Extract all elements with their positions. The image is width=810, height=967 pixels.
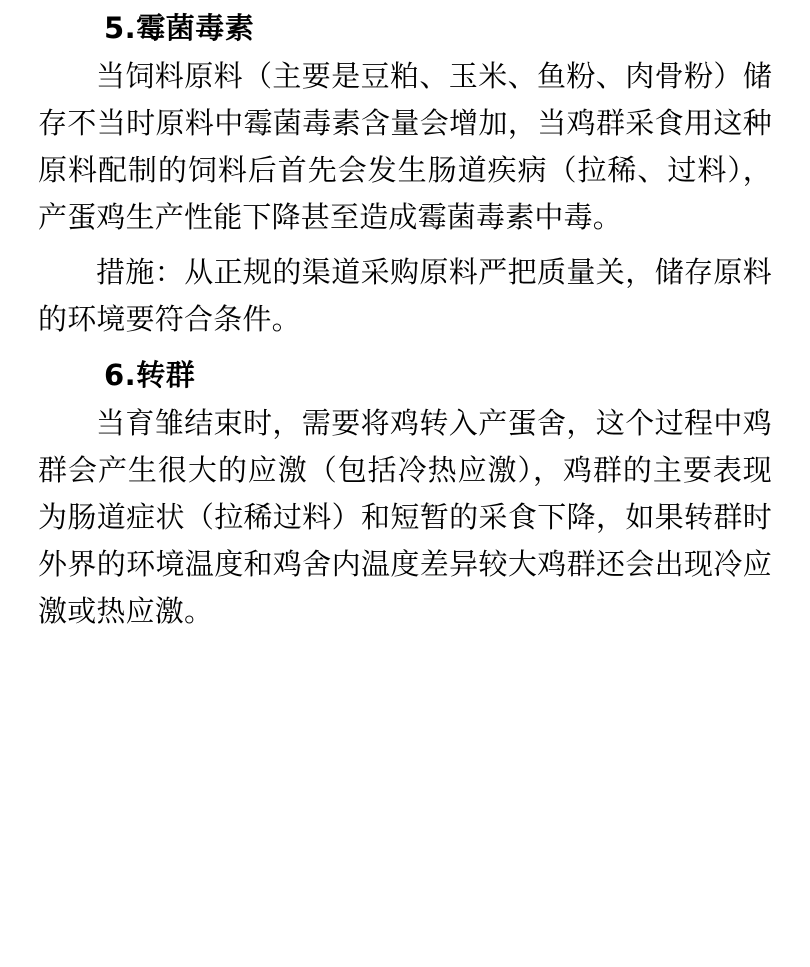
paragraph-transfer-description: 当育雏结束时，需要将鸡转入产蛋舍，这个过程中鸡群会产生很大的应激（包括冷热应激），鸡群的主要表现为肠道症状（拉稀过料）和短暂的采食下降，如果转群时外界的环境温度和鸡舍内温度差异较大鸡群还会出现冷应激或热应激。 — [38, 406, 772, 629]
section-heading-5: 5.霉菌毒素 — [104, 11, 255, 45]
paragraph-mycotoxin-description: 当饲料原料（主要是豆粕、玉米、鱼粉、肉骨粉）储存不当时原料中霉菌毒素含量会增加，当鸡群采食用这种原料配制的饲料后首先会发生肠道疾病（拉稀、过料），产蛋鸡生产性能下降甚至造成霉菌毒素中毒。 — [38, 59, 772, 235]
section-spacer — [38, 345, 772, 355]
section-heading-6: 6.转群 — [104, 357, 196, 392]
paragraph-mycotoxin-measures: 措施：从正规的渠道采购原料严把质量关，储存原料的环境要符合条件。 — [38, 255, 772, 337]
